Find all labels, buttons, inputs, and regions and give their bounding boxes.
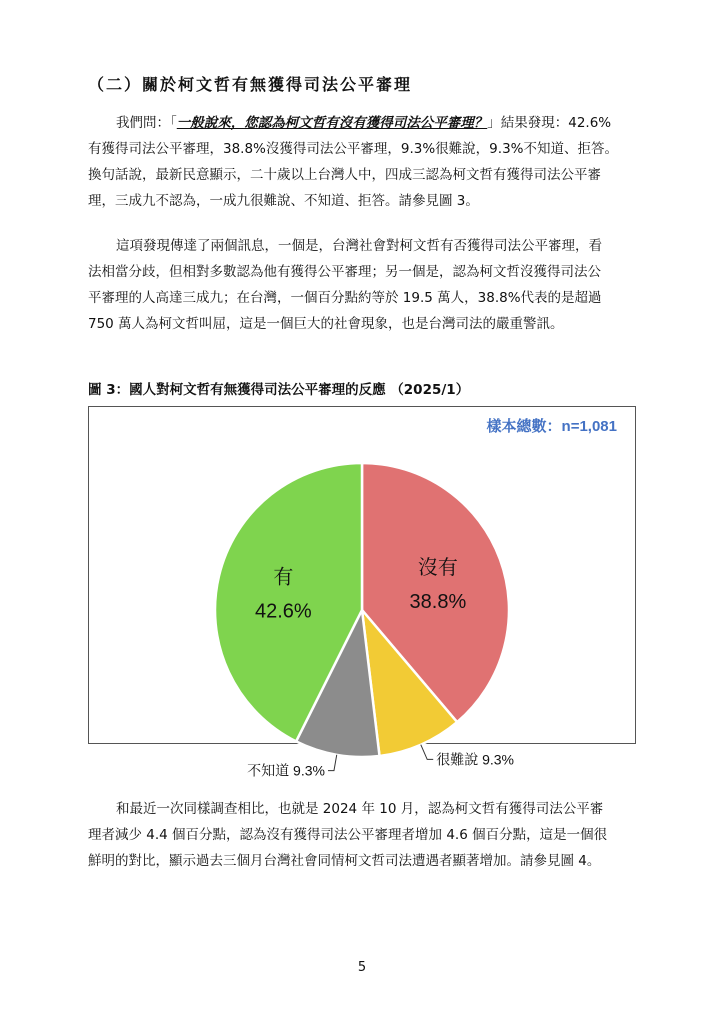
paragraph-3 bbox=[88, 796, 640, 874]
para1-suffix: 」結果發現：42.6% bbox=[487, 115, 612, 131]
survey-question: 一般說來，您認為柯文哲有沒有獲得司法公平審理？ bbox=[176, 115, 488, 131]
para1-line2: 有獲得司法公平審理，38.8%沒獲得司法公平審理，9.3%很難說，9.3%不知道、拒答。 bbox=[88, 141, 618, 157]
para1-line3: 換句話說，最新民意顯示，二十歲以上台灣人中，四成三認為柯文哲有獲得司法公平審 bbox=[88, 167, 601, 183]
pie-chart-frame bbox=[88, 406, 636, 779]
paragraph-2 bbox=[88, 233, 640, 337]
para3-line2: 理者減少 4.4 個百分點，認為沒有獲得司法公平審理者增加 4.6 個百分點，這是一個很 bbox=[88, 827, 608, 843]
sample-size-annotation: 樣本總數：n=1,081 bbox=[486, 418, 617, 435]
paragraph-1 bbox=[88, 110, 640, 214]
section-heading: （二）關於柯文哲有無獲得司法公平審理 bbox=[88, 75, 413, 94]
para2-line3: 平審理的人高達三成九；在台灣，一個百分點約等於 19.5 萬人，38.8%代表的是超過 bbox=[88, 290, 602, 306]
para3-line1: 和最近一次同樣調查相比，也就是 2024 年 10 月，認為柯文哲有獲得司法公平審 bbox=[116, 801, 604, 817]
para2-line1: 這項發現傳達了兩個訊息，一個是，台灣社會對柯文哲有否獲得司法公平審理，看 bbox=[116, 238, 602, 254]
leader-line bbox=[328, 755, 337, 771]
para3-line3: 鮮明的對比，顯示過去三個月台灣社會同情柯文哲司法遭遇者顯著增加。請參見圖 4。 bbox=[88, 853, 601, 869]
para1-line4: 理，三成九不認為，一成九很難說、不知道、拒答。請參見圖 3。 bbox=[88, 193, 479, 209]
figure-title: 圖 3：國人對柯文哲有無獲得司法公平審理的反應 （2025/1） bbox=[88, 382, 470, 398]
para1-line1 bbox=[88, 110, 640, 136]
slice-label: 沒有 bbox=[417, 557, 458, 580]
slice-outside-label: 不知道 9.3% bbox=[247, 762, 325, 779]
para2-line4: 750 萬人為柯文哲叫屈，這是一個巨大的社會現象，也是台灣司法的嚴重警訊。 bbox=[88, 316, 564, 332]
leader-line bbox=[421, 745, 433, 760]
slice-label: 有 bbox=[273, 566, 294, 589]
para2-line2: 法相當分歧，但相對多數認為他有獲得公平審理；另一個是，認為柯文哲沒獲得司法公 bbox=[88, 264, 601, 280]
slice-value-label: 42.6% bbox=[254, 600, 312, 623]
page-number: 5 bbox=[357, 960, 367, 975]
pie-chart bbox=[89, 407, 634, 779]
slice-value-label: 38.8% bbox=[409, 591, 467, 614]
slice-outside-label: 很難說 9.3% bbox=[436, 751, 515, 768]
para1-prefix: 我們問：「 bbox=[116, 115, 177, 131]
